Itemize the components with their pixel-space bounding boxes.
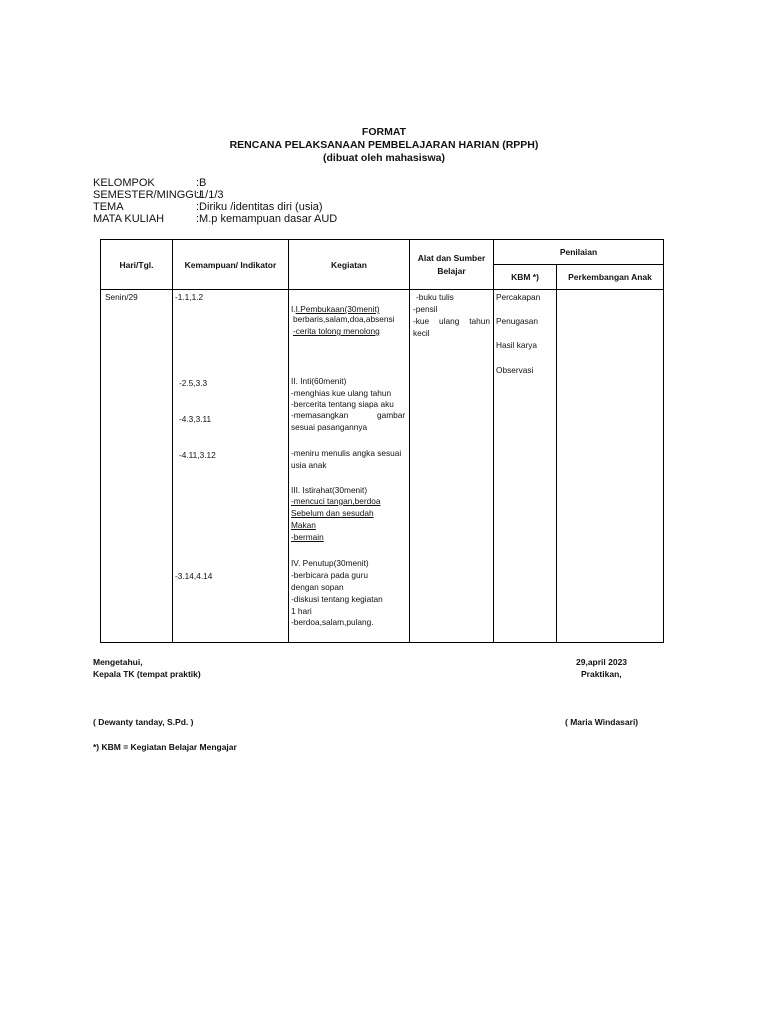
signature-right: ( Maria Windasari) [565, 717, 639, 727]
kbm-item: Percakapan [496, 292, 541, 302]
indikator-item: -3.14,4.14 [175, 571, 213, 581]
cell-kegiatan [289, 290, 410, 643]
mata-kuliah-value: :M.p kemampuan dasar AUD [196, 213, 338, 225]
kegiatan-line: -bercerita tentang siapa aku [291, 399, 394, 409]
signature-left: ( Dewanty tanday, S.Pd. ) [93, 717, 194, 727]
cell-kbm [494, 290, 557, 643]
cell-perkembangan [557, 290, 664, 643]
semester-label: SEMESTER/MINGGU [93, 189, 202, 201]
indikator-item: -4.11,3.12 [179, 450, 216, 460]
cell-alat [410, 290, 494, 643]
alat-word: tahun [469, 316, 490, 326]
header-kemampuan: Kemampuan/ Indikator [173, 240, 289, 290]
mengetahui-label: Mengetahui, [93, 657, 143, 667]
kegiatan-line: -menghias kue ulang tahun [291, 388, 392, 398]
kegiatan-line: 1 hari [291, 606, 312, 616]
kegiatan-line: -diskusi tentang kegiatan [291, 594, 383, 604]
kegiatan-line: -bermain [291, 532, 324, 542]
kegiatan-line: berbaris,salam,doa,absensi [293, 314, 395, 324]
rpph-table [100, 239, 664, 643]
kepala-label: Kepala TK (tempat praktik) [93, 669, 201, 679]
indikator-item: -1.1,1.2 [175, 292, 204, 302]
doc-title-format: FORMAT [361, 126, 407, 138]
doc-title-rpph: RENCANA PELAKSANAAN PEMBELAJARAN HARIAN (RPPH) [229, 139, 539, 151]
header-kbm: KBM *) [494, 265, 557, 290]
kegiatan-line: gambar [377, 410, 406, 420]
kelompok-label: KELOMPOK [93, 177, 155, 189]
kegiatan-line: -meniru menulis angka sesuai [291, 448, 402, 458]
kegiatan-line: Makan [291, 520, 316, 530]
header-kegiatan: Kegiatan [289, 240, 410, 290]
kegiatan-heading-istirahat: III. Istirahat(30menit) [291, 485, 368, 495]
kegiatan-line: -cerita tolong menolong [293, 326, 380, 336]
mata-kuliah-label: MATA KULIAH [93, 213, 165, 225]
alat-word: ulang [439, 316, 460, 326]
kegiatan-line: sesuai pasangannya [291, 422, 368, 432]
kbm-item: Hasil karya [496, 340, 538, 350]
kegiatan-line: -mencuci tangan,berdoa [291, 496, 381, 506]
date-label: 29,april 2023 [576, 657, 628, 667]
kegiatan-line: dengan sopan [291, 582, 344, 592]
cell-indikator [173, 290, 289, 643]
alat-item: kecil [413, 328, 430, 338]
footnote-kbm: *) KBM = Kegiatan Belajar Mengajar [93, 742, 237, 752]
praktikan-label: Praktikan, [581, 669, 622, 679]
alat-item: -pensil [413, 304, 438, 314]
header-alat: Alat dan Sumber Belajar [410, 240, 494, 290]
kegiatan-heading-inti: II. Inti(60menit) [291, 376, 347, 386]
kegiatan-line: -berbicara pada guru [291, 570, 369, 580]
tema-label: TEMA [93, 201, 124, 213]
hari-value: Senin/29 [105, 292, 138, 302]
kegiatan-line: Sebelum dan sesudah [291, 508, 374, 518]
kegiatan-heading-penutup: IV. Penutup(30menit) [291, 558, 369, 568]
header-penilaian: Penilaian [494, 240, 664, 265]
kegiatan-line: -memasangkan [291, 410, 349, 420]
alat-item [413, 316, 490, 326]
alat-item: -buku tulis [416, 292, 454, 302]
semester-value: :1/1/3 [196, 189, 224, 201]
kegiatan-line: -berdoa,salam,pulang. [291, 617, 374, 627]
kegiatan-line: I.I.Pembukaan(30menit) [291, 304, 380, 314]
kegiatan-heading-pembukaan: I.Pembukaan(30menit) [295, 304, 380, 314]
header-hari: Hari/Tgl. [101, 240, 173, 290]
tema-value: :Diriku /identitas diri (usia) [196, 201, 323, 213]
indikator-item: -4.3,3.11 [179, 414, 212, 424]
indikator-item: -2.5,3.3 [179, 378, 208, 388]
kelompok-value: :B [196, 177, 207, 189]
kegiatan-line: usia anak [291, 460, 327, 470]
cell-hari [101, 290, 173, 643]
kbm-item: Penugasan [496, 316, 538, 326]
alat-word: -kue [413, 316, 430, 326]
kbm-item: Observasi [496, 365, 534, 375]
header-perkembangan: Perkembangan Anak [557, 265, 664, 290]
doc-subtitle: (dibuat oleh mahasiswa) [323, 152, 445, 164]
